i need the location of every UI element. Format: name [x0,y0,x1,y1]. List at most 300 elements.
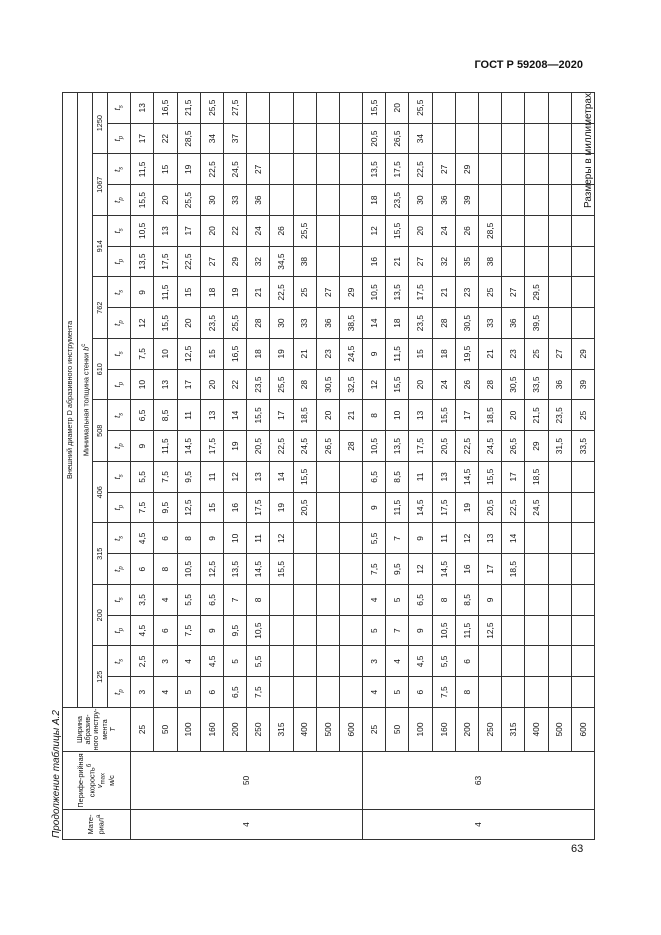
thickness-cell [339,492,362,523]
thickness-cell [548,154,571,185]
thickness-cell: 29 [455,154,478,185]
thickness-cell: 36 [316,308,339,339]
thickness-cell: 27,5 [223,92,246,123]
thickness-cell [339,185,362,216]
thickness-cell: 25 [571,400,594,431]
thickness-cell [339,246,362,277]
thickness-cell: 22,5 [177,246,200,277]
thickness-cell: 38,5 [339,308,362,339]
table-row [571,92,594,839]
thickness-cell: 25 [525,339,548,370]
thickness-cell: 25,5 [293,216,316,247]
thickness-cell: 4 [386,646,409,677]
thickness-cell: 20 [177,308,200,339]
thickness-cell [525,154,548,185]
thickness-cell: 26 [455,369,478,400]
thickness-cell: 33,5 [571,431,594,462]
thickness-cell: 8 [154,554,177,585]
thickness-cell [571,585,594,616]
thickness-cell [247,92,270,123]
thickness-cell [502,246,525,277]
thickness-cell: 25,5 [223,308,246,339]
thickness-cell: 8 [455,677,478,708]
thickness-cell: 23,5 [548,400,571,431]
thickness-cell: 7,5 [363,554,386,585]
thickness-cell [270,185,293,216]
table-row [154,92,177,839]
thickness-cell: 7,5 [177,615,200,646]
thickness-cell: 10 [223,523,246,554]
thickness-cell: 9 [409,523,432,554]
thickness-cell: 15,5 [293,462,316,493]
table-row [200,92,223,839]
thickness-cell [525,585,548,616]
thickness-cell: 11 [247,523,270,554]
thickness-cell: 30,5 [316,369,339,400]
thickness-cell [548,246,571,277]
width-cell: 50 [154,708,177,752]
thickness-cell: 9 [131,277,154,308]
thickness-cell [571,246,594,277]
thickness-cell: 17,5 [386,154,409,185]
thickness-cell: 8,5 [455,585,478,616]
thickness-cell: 33,5 [525,369,548,400]
table-row [339,92,362,839]
thickness-cell [455,123,478,154]
thickness-cell: 15 [177,277,200,308]
width-cell: 500 [548,708,571,752]
thickness-cell: 18,5 [525,462,548,493]
thickness-cell: 27 [316,277,339,308]
width-cell: 400 [525,708,548,752]
thickness-cell [502,646,525,677]
ts-header: $t_s$ [108,523,131,554]
thickness-cell: 19,5 [455,339,478,370]
thickness-cell [247,123,270,154]
thickness-cell: 13 [247,462,270,493]
thickness-cell: 7 [386,523,409,554]
thickness-cell: 7 [386,615,409,646]
thickness-cell: 15,5 [479,462,502,493]
thickness-cell: 10 [154,339,177,370]
thickness-cell: 8,5 [154,400,177,431]
thickness-cell: 17,5 [247,492,270,523]
thickness-cell: 29 [525,431,548,462]
thickness-cell: 24,5 [293,431,316,462]
thickness-cell [270,123,293,154]
thickness-cell [479,123,502,154]
width-cell: 160 [432,708,455,752]
thickness-cell: 33 [479,308,502,339]
thickness-cell: 23 [316,339,339,370]
thickness-cell: 21 [339,400,362,431]
thickness-cell [339,615,362,646]
thickness-cell [339,646,362,677]
thickness-cell: 6,5 [223,677,246,708]
thickness-cell [339,216,362,247]
thickness-cell: 13 [154,216,177,247]
thickness-cell: 38 [293,246,316,277]
thickness-cell [293,123,316,154]
thickness-cell: 15 [154,154,177,185]
thickness-cell [270,615,293,646]
thickness-cell: 24 [432,216,455,247]
table-row [409,92,432,839]
thickness-cell: 25,5 [200,92,223,123]
thickness-cell: 2,5 [131,646,154,677]
tp-header: $t_p$ [108,369,131,400]
thickness-cell: 12 [409,554,432,585]
thickness-cell [455,92,478,123]
thickness-cell [316,123,339,154]
table-row [548,92,571,839]
thickness-cell: 3 [154,646,177,677]
thickness-cell [293,585,316,616]
thickness-cell: 15 [200,492,223,523]
thickness-cell: 34 [409,123,432,154]
diameter-header-cell: 508 [93,400,108,462]
thickness-cell: 6,5 [363,462,386,493]
thickness-cell: 16 [223,492,246,523]
thickness-cell: 15,5 [432,400,455,431]
table-row [479,92,502,839]
thickness-cell: 3 [131,677,154,708]
thickness-cell: 39 [571,369,594,400]
thickness-cell: 34 [200,123,223,154]
thickness-cell [548,123,571,154]
thickness-cell: 16 [363,246,386,277]
thickness-cell: 15,5 [386,369,409,400]
thickness-cell: 21 [247,277,270,308]
thickness-cell: 10,5 [247,615,270,646]
thickness-cell: 13,5 [131,246,154,277]
thickness-cell: 7,5 [131,339,154,370]
thickness-cell: 22,5 [455,431,478,462]
thickness-cell: 24,5 [525,492,548,523]
thickness-cell: 13,5 [223,554,246,585]
width-cell: 315 [270,708,293,752]
speed-cell: 50 [131,752,363,810]
thickness-cell: 4,5 [131,615,154,646]
thickness-cell [525,523,548,554]
thickness-cell [571,154,594,185]
thickness-cell: 11,5 [154,277,177,308]
thickness-cell [525,646,548,677]
thickness-cell: 6,5 [200,585,223,616]
thickness-cell [548,523,571,554]
thickness-cell [548,492,571,523]
thickness-cell [316,154,339,185]
thickness-cell: 14,5 [409,492,432,523]
thickness-cell: 24,5 [223,154,246,185]
thickness-cell: 15,5 [247,400,270,431]
thickness-cell: 13 [432,462,455,493]
thickness-cell: 19 [177,154,200,185]
diameter-header-cell: 610 [93,339,108,401]
min-thickness-header: Минимальная толщина стенки $b^с$ [78,92,93,707]
table-row [131,92,154,839]
thickness-cell [502,585,525,616]
width-cell: 25 [131,708,154,752]
table-caption: Продолжение таблицы А.2 [51,710,62,838]
thickness-cell: 27 [548,339,571,370]
rotated-table-frame [62,93,588,840]
width-cell: 100 [409,708,432,752]
thickness-cell [270,92,293,123]
thickness-cell: 7,5 [131,492,154,523]
thickness-cell [525,554,548,585]
thickness-cell: 25 [293,277,316,308]
thickness-cell [270,585,293,616]
thickness-cell: 5 [363,615,386,646]
thickness-cell: 10 [131,369,154,400]
material-header: Мате-риал$^a$ [63,810,131,840]
thickness-cell: 5,5 [363,523,386,554]
thickness-cell: 16,5 [154,92,177,123]
thickness-cell [571,615,594,646]
thickness-cell: 9 [200,523,223,554]
thickness-cell: 27 [409,246,432,277]
table-row [432,92,455,839]
width-cell: 160 [200,708,223,752]
width-cell: 100 [177,708,200,752]
thickness-cell: 29 [339,277,362,308]
thickness-cell: 18 [363,185,386,216]
thickness-cell: 19 [270,492,293,523]
thickness-cell: 8 [177,523,200,554]
thickness-cell [502,123,525,154]
thickness-cell: 10 [386,400,409,431]
thickness-cell [316,554,339,585]
thickness-cell: 20 [316,400,339,431]
thickness-cell [316,92,339,123]
thickness-cell: 6 [409,677,432,708]
thickness-cell: 26,5 [386,123,409,154]
diameter-header-cell: 762 [93,277,108,339]
tp-header: $t_p$ [108,677,131,708]
thickness-cell [571,216,594,247]
thickness-cell: 6 [131,554,154,585]
thickness-cell [548,646,571,677]
thickness-cell: 5 [386,677,409,708]
thickness-cell: 4 [363,585,386,616]
thickness-cell: 5,5 [432,646,455,677]
thickness-cell [548,585,571,616]
thickness-cell: 13,5 [386,277,409,308]
thickness-cell [270,646,293,677]
thickness-cell: 27 [247,154,270,185]
thickness-cell: 4,5 [200,646,223,677]
thickness-cell [479,185,502,216]
thickness-cell: 4 [154,585,177,616]
tp-header: $t_p$ [108,615,131,646]
thickness-cell [571,646,594,677]
thickness-cell: 20 [409,369,432,400]
thickness-cell: 7,5 [432,677,455,708]
thickness-cell: 15,5 [386,216,409,247]
units-caption: Размеры в миллиметрах [583,93,594,208]
thickness-cell: 28 [432,308,455,339]
thickness-cell: 28,5 [479,216,502,247]
thickness-cell [571,123,594,154]
thickness-cell [293,615,316,646]
thickness-cell: 32 [247,246,270,277]
thickness-cell [293,646,316,677]
thickness-cell: 17 [177,216,200,247]
ts-header: $t_s$ [108,400,131,431]
thickness-cell [571,462,594,493]
thickness-cell: 28 [293,369,316,400]
thickness-cell: 10,5 [131,216,154,247]
thickness-cell: 20,5 [293,492,316,523]
thickness-cell: 9 [479,585,502,616]
thickness-cell [548,185,571,216]
thickness-cell [316,677,339,708]
thickness-cell: 39,5 [525,308,548,339]
thickness-cell: 16,5 [223,339,246,370]
table-row [455,92,478,839]
thickness-cell [502,615,525,646]
thickness-cell: 27 [432,154,455,185]
thickness-cell: 32 [432,246,455,277]
table-row [502,92,525,839]
thickness-cell: 18 [200,277,223,308]
thickness-cell [293,523,316,554]
width-header: Ширина абразив-ного инстру-мента T [63,708,131,752]
width-cell: 200 [223,708,246,752]
table-row [386,92,409,839]
thickness-cell [571,277,594,308]
thickness-cell: 23,5 [200,308,223,339]
thickness-cell: 8,5 [386,462,409,493]
thickness-cell: 20 [409,216,432,247]
thickness-cell: 13 [200,400,223,431]
thickness-cell: 27 [200,246,223,277]
thickness-cell: 3,5 [131,585,154,616]
thickness-cell: 12 [363,369,386,400]
thickness-cell [339,585,362,616]
thickness-cell [571,185,594,216]
thickness-cell: 23 [502,339,525,370]
width-cell: 50 [386,708,409,752]
thickness-cell: 22 [223,369,246,400]
thickness-cell: 36 [548,369,571,400]
thickness-cell: 20 [386,92,409,123]
thickness-cell: 5 [223,646,246,677]
thickness-cell: 23,5 [409,308,432,339]
thickness-cell: 17 [455,400,478,431]
tp-header: $t_p$ [108,431,131,462]
thickness-cell [339,523,362,554]
thickness-cell: 12 [223,462,246,493]
thickness-cell: 13,5 [386,431,409,462]
thickness-cell [270,154,293,185]
diameter-header-cell: 914 [93,216,108,278]
thickness-cell: 11,5 [455,615,478,646]
thickness-cell: 6 [455,646,478,677]
thickness-cell [548,277,571,308]
thickness-cell: 12 [131,308,154,339]
thickness-cell [571,492,594,523]
thickness-cell: 15,5 [270,554,293,585]
thickness-cell: 10,5 [363,277,386,308]
thickness-cell [571,523,594,554]
thickness-cell: 17 [502,462,525,493]
diameter-header-cell: 125 [93,646,108,708]
thickness-cell: 20,5 [479,492,502,523]
thickness-cell: 17 [177,369,200,400]
thickness-cell: 27 [502,277,525,308]
thickness-cell: 9 [200,615,223,646]
thickness-cell: 32,5 [339,369,362,400]
table-row [270,92,293,839]
thickness-cell: 21 [479,339,502,370]
thickness-cell [339,123,362,154]
thickness-cell: 26 [270,216,293,247]
thickness-cell: 9 [409,615,432,646]
thickness-cell: 20,5 [363,123,386,154]
width-cell: 25 [363,708,386,752]
thickness-cell: 8 [363,400,386,431]
thickness-cell: 30 [270,308,293,339]
table-row [293,92,316,839]
thickness-cell: 11,5 [386,339,409,370]
page-number: 63 [571,843,584,855]
thickness-cell [479,646,502,677]
thickness-cell: 22,5 [502,492,525,523]
thickness-cell: 25,5 [409,92,432,123]
thickness-cell [502,185,525,216]
thickness-cell: 4 [154,677,177,708]
thickness-cell [432,123,455,154]
thickness-cell [571,92,594,123]
thickness-cell: 15 [200,339,223,370]
thickness-cell: 24,5 [479,431,502,462]
width-cell: 500 [316,708,339,752]
thickness-cell: 19 [455,492,478,523]
speed-cell: 63 [363,752,595,810]
thickness-cell [571,677,594,708]
thickness-cell: 14,5 [177,431,200,462]
thickness-cell [525,123,548,154]
thickness-cell: 34,5 [270,246,293,277]
wall-thickness-table [62,92,595,840]
thickness-cell: 13 [154,369,177,400]
thickness-cell [525,677,548,708]
thickness-cell: 28 [339,431,362,462]
thickness-cell: 13 [409,400,432,431]
thickness-cell [548,462,571,493]
thickness-cell: 9,5 [386,554,409,585]
thickness-cell [293,92,316,123]
thickness-cell: 11 [432,523,455,554]
thickness-cell: 14 [223,400,246,431]
diameter-header-cell: 200 [93,585,108,647]
thickness-cell: 21,5 [525,400,548,431]
diameter-header-cell: 1250 [93,92,108,154]
thickness-cell [293,677,316,708]
thickness-cell: 33 [293,308,316,339]
thickness-cell: 18,5 [502,554,525,585]
thickness-cell: 26,5 [502,431,525,462]
tp-header: $t_p$ [108,554,131,585]
thickness-cell: 39 [455,185,478,216]
width-cell: 250 [247,708,270,752]
material-cell: 4 [363,810,595,840]
thickness-cell: 11,5 [131,154,154,185]
thickness-cell [316,185,339,216]
ts-header: $t_s$ [108,277,131,308]
